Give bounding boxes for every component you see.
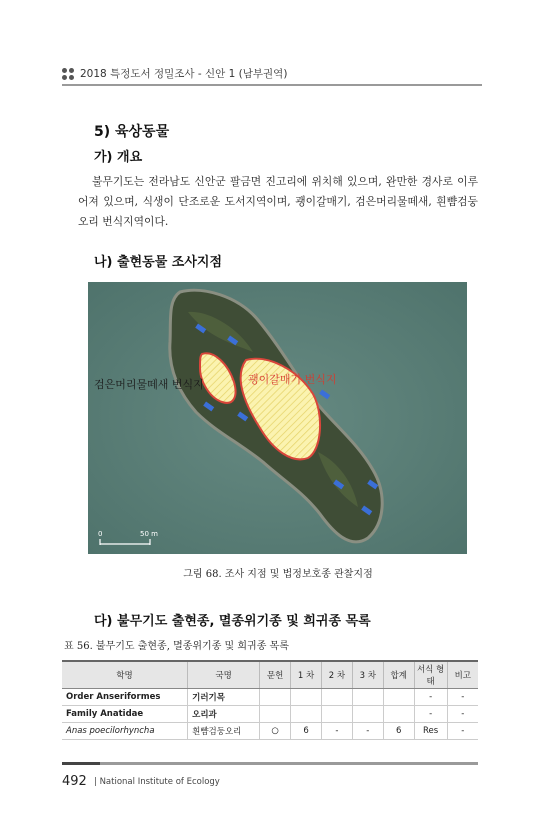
table-cell: - xyxy=(321,723,352,740)
table-header-row xyxy=(62,661,478,689)
header-dots-icon xyxy=(62,68,76,80)
footer-rule xyxy=(62,762,478,765)
subsection-b-heading: 나) 출현동물 조사지점 xyxy=(94,255,223,270)
table-cell: - xyxy=(447,706,478,723)
table-cell: ○ xyxy=(260,723,291,740)
header-rule xyxy=(62,84,482,86)
scale-end-label: 50 m xyxy=(140,530,158,538)
institution-name: National Institute of Ecology xyxy=(99,777,220,787)
oystercatcher-zone-label: 검은머리물떼새 번식지 xyxy=(94,378,204,391)
table-cell xyxy=(260,706,291,723)
footer-institution: | National Institute of Ecology xyxy=(94,777,220,787)
table-cell: Anas poecilorhyncha xyxy=(62,723,188,740)
page-number: 492 xyxy=(62,774,87,789)
col-habitat-type: 서식 형태 xyxy=(414,661,447,689)
table-cell: 기러기목 xyxy=(188,689,260,706)
col-note: 비고 xyxy=(447,661,478,689)
subsection-c-heading: 다) 불무기도 출현종, 멸종위기종 및 희귀종 목록 xyxy=(94,614,371,629)
table-cell xyxy=(321,706,352,723)
table-cell: Res xyxy=(414,723,447,740)
table-cell xyxy=(291,706,322,723)
overview-paragraph: 불무기도는 전라남도 신안군 팔금면 진고리에 위치해 있으며, 완만한 경사로 이루어져 있으며, 식생이 단조로운 도서지역이며, 괭이갈매기, 검은머리물떼새, 흰뺨검둥오리 번식지역이다. xyxy=(78,175,478,228)
table-cell: 6 xyxy=(291,723,322,740)
col-literature: 문헌 xyxy=(260,661,291,689)
table-cell: - xyxy=(447,723,478,740)
table-cell: Order Anseriformes xyxy=(62,689,188,706)
survey-map xyxy=(88,282,467,554)
table-cell xyxy=(291,689,322,706)
col-survey-3: 3 차 xyxy=(352,661,383,689)
table-cell: 흰뺨검둥오리 xyxy=(188,723,260,740)
table-cell: Family Anatidae xyxy=(62,706,188,723)
table-cell xyxy=(383,689,414,706)
table-cell: - xyxy=(447,689,478,706)
table-cell xyxy=(321,689,352,706)
subsection-a-heading: 가) 개요 xyxy=(94,150,143,165)
table-row xyxy=(62,706,478,723)
scale-zero-label: 0 xyxy=(98,530,103,538)
gull-zone-label: 괭이갈매기 번식지 xyxy=(248,373,337,386)
running-header xyxy=(62,64,482,84)
table-caption: 표 56. 불무기도 출현종, 멸종위기종 및 희귀종 목록 xyxy=(64,641,289,652)
table-cell: - xyxy=(414,706,447,723)
section-heading: 5) 육상동물 xyxy=(94,124,170,140)
col-korean-name: 국명 xyxy=(188,661,260,689)
table-cell xyxy=(352,706,383,723)
table-cell xyxy=(383,706,414,723)
table-cell: - xyxy=(414,689,447,706)
species-table xyxy=(62,660,478,740)
aerial-photo xyxy=(88,282,467,554)
table-cell xyxy=(260,689,291,706)
col-survey-2: 2 차 xyxy=(321,661,352,689)
col-survey-1: 1 차 xyxy=(291,661,322,689)
footer-rule-accent xyxy=(62,762,100,765)
table-row xyxy=(62,723,478,740)
table-cell: 오리과 xyxy=(188,706,260,723)
header-title: 2018 특정도서 정밀조사 - 신안 1 (남부권역) xyxy=(80,68,288,80)
table-row xyxy=(62,689,478,706)
figure-caption: 그림 68. 조사 지점 및 법정보호종 관찰지점 xyxy=(183,569,373,580)
table-cell: - xyxy=(352,723,383,740)
col-scientific-name: 학명 xyxy=(62,661,188,689)
table-cell xyxy=(352,689,383,706)
table-cell: 6 xyxy=(383,723,414,740)
col-total: 합계 xyxy=(383,661,414,689)
